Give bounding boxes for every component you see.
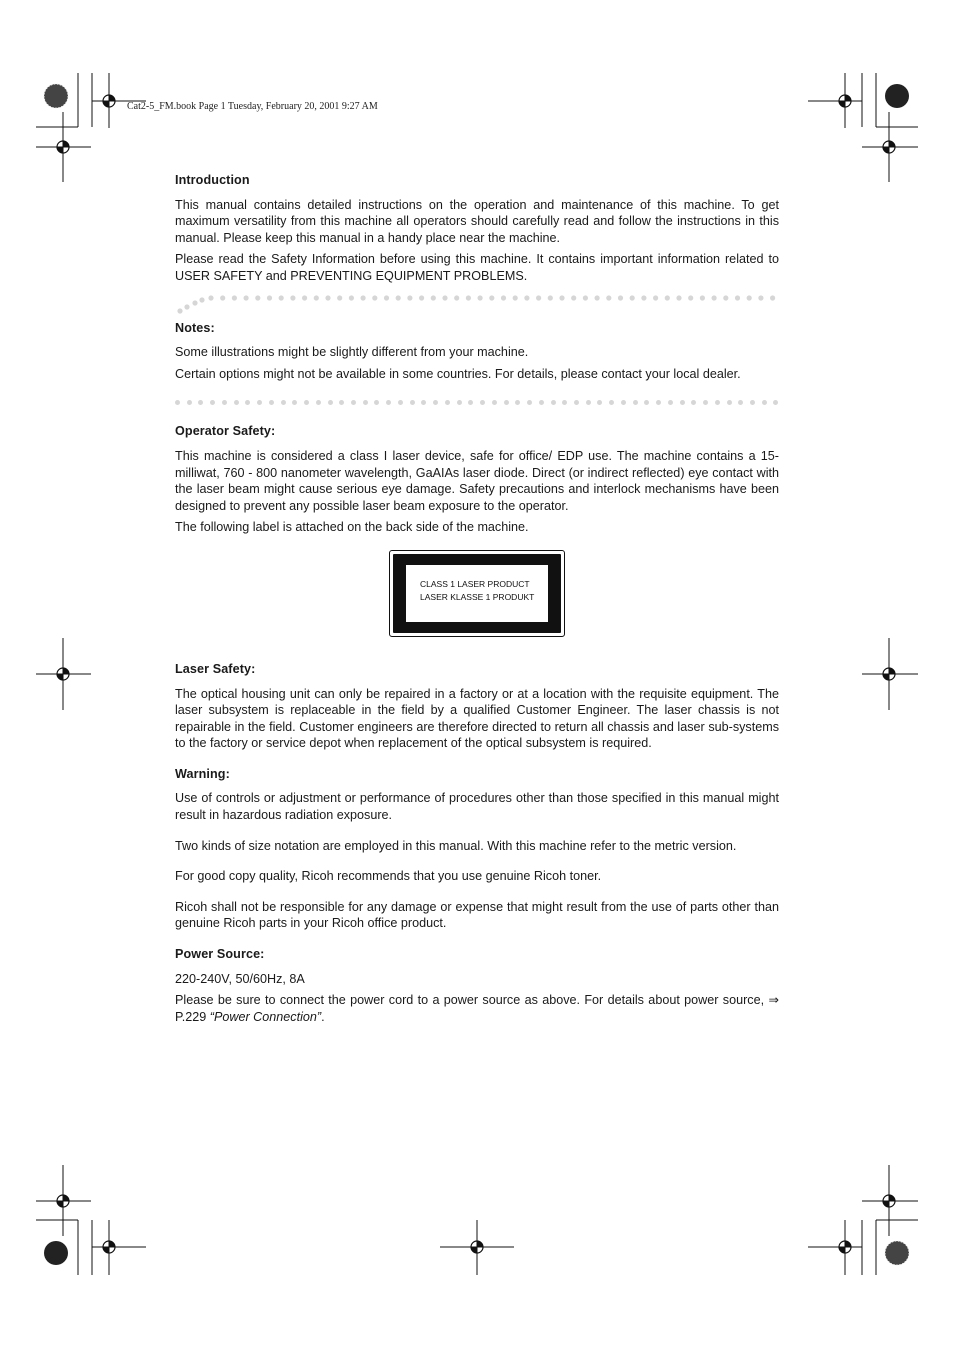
introduction-paragraph-1: This manual contains detailed instructions on the operation and maintenance of this machine. To get maximum versatility from this machine all operators should carefully read and follow the instructions in this manual. Please keep this manual in a handy place near the machine. (175, 197, 779, 245)
dot (431, 295, 436, 300)
introduction-heading: Introduction (175, 173, 250, 187)
dot (208, 295, 213, 300)
notes-paragraph-2: Certain options might not be available in some countries. For details, please contact your local dealer. (175, 366, 741, 381)
dot (466, 295, 471, 300)
dot (644, 400, 649, 405)
dot (386, 400, 391, 405)
dot (187, 400, 192, 405)
dot (337, 295, 342, 300)
dot (292, 400, 297, 405)
dot (442, 295, 447, 300)
laser-safety-heading: Laser Safety: (175, 661, 256, 676)
power-connection-link[interactable]: “Power Connection” (209, 1009, 322, 1024)
dot (199, 297, 204, 302)
dot (680, 400, 685, 405)
dot (384, 295, 389, 300)
dot (433, 400, 438, 405)
introduction-paragraph-2: Please read the Safety Information before using this machine. It contains important information related to USER SAFETY and PREVENTING EQUIPMENT PROBLEMS. (175, 252, 779, 283)
dot (618, 295, 623, 300)
dot (571, 295, 576, 300)
dot (723, 295, 728, 300)
notes-top-dotted-border (175, 290, 779, 326)
size-notation-paragraph: Two kinds of size notation are employed in this manual. With this machine refer to the metric version. (175, 838, 737, 853)
dot (527, 400, 532, 405)
dot (489, 295, 494, 300)
dot (374, 400, 379, 405)
dot (244, 295, 249, 300)
dot (715, 400, 720, 405)
dot (515, 400, 520, 405)
dot (559, 295, 564, 300)
dot (586, 400, 591, 405)
dot (653, 295, 658, 300)
dot (269, 400, 274, 405)
dot (396, 295, 401, 300)
laser-product-label (175, 550, 779, 637)
toner-paragraph: For good copy quality, Ricoh recommends that you use genuine Ricoh toner. (175, 869, 602, 884)
dot (267, 295, 272, 300)
dot (410, 400, 415, 405)
dot (177, 308, 182, 313)
dot (747, 295, 752, 300)
dot (504, 400, 509, 405)
operator-safety-paragraph-1: This machine is considered a class I laser device, safe for office/ EDP use. The machine contains a 15-milliwat, 760 - 800 nanometer wavelength, GaAIAs laser diode. Direct (or indirect reflected) eye contact with the laser beam might cause serious eye damage. Safety precautions and interlock mechanisms have been designed to prevent any possible laser beam exposure to the operator. (175, 448, 779, 513)
dot (281, 400, 286, 405)
dot (257, 400, 262, 405)
power-source-text: Please be sure to connect the power cord to a power source as above. For details about power source, (175, 993, 769, 1008)
dot (735, 295, 740, 300)
dot (192, 300, 197, 305)
dot (245, 400, 250, 405)
dot (597, 400, 602, 405)
power-source-end: . (321, 1009, 325, 1024)
dot (738, 400, 743, 405)
dot (750, 400, 755, 405)
laser-label-line-2: LASER KLASSE 1 PRODUKT (420, 591, 535, 602)
responsibility-paragraph: Ricoh shall not be responsible for any damage or expense that might result from the use of parts other than genuine Ricoh parts in your Ricoh office product. (175, 899, 779, 931)
dot (457, 400, 462, 405)
print-info-header: Cat2-5_FM.book Page 1 Tuesday, February 20, 2001 9:27 AM (127, 101, 378, 112)
dot (595, 295, 600, 300)
dot (302, 295, 307, 300)
dot (419, 295, 424, 300)
power-source-paragraph (175, 992, 779, 1025)
operator-safety-heading: Operator Safety: (175, 424, 276, 439)
dot (665, 295, 670, 300)
dot (621, 400, 626, 405)
dot (536, 295, 541, 300)
dot (454, 295, 459, 300)
laser-label-line-1: CLASS 1 LASER PRODUCT (420, 578, 530, 589)
reference-arrow-icon: ⇒ (768, 993, 779, 1008)
dot (609, 400, 614, 405)
dot (339, 400, 344, 405)
page-content (175, 172, 779, 1030)
power-source-heading: Power Source: (175, 947, 265, 962)
dot (468, 400, 473, 405)
power-source-rating: 220-240V, 50/60Hz, 8A (175, 971, 305, 986)
dot (691, 400, 696, 405)
warning-paragraph-1: Use of controls or adjustment or performance of procedures other than those specified in this manual might result in hazardous radiation exposure. (175, 791, 779, 823)
dot (562, 400, 567, 405)
dot (712, 295, 717, 300)
notes-heading: Notes: (175, 320, 215, 335)
dot (606, 295, 611, 300)
dot (361, 295, 366, 300)
dot (773, 400, 778, 405)
dot (700, 295, 705, 300)
laser-safety-paragraph: The optical housing unit can only be repaired in a factory or at a location with the requisite equipment. The laser subsystem is replaceable in the field by a qualified Customer Engineer. The laser chassis is not repairable in the field. Customer engineers are therefore directed to return all chassis and laser sub-systems to the factory or service depot when replacement of the optical subsystem is required. (175, 686, 779, 751)
dot (304, 400, 309, 405)
dot (349, 295, 354, 300)
dot (279, 295, 284, 300)
dot (372, 295, 377, 300)
dot (290, 295, 295, 300)
dot (539, 400, 544, 405)
dot (656, 400, 661, 405)
dot (220, 295, 225, 300)
dot (688, 295, 693, 300)
dot (641, 295, 646, 300)
dot (480, 400, 485, 405)
dot (633, 400, 638, 405)
dot (316, 400, 321, 405)
dot (478, 295, 483, 300)
dot (513, 295, 518, 300)
dot (770, 295, 775, 300)
dot (630, 295, 635, 300)
page-reference: P.229 (175, 1009, 210, 1024)
dot (421, 400, 426, 405)
dot (758, 295, 763, 300)
dot (184, 304, 189, 309)
dot (198, 400, 203, 405)
notes-paragraph-1: Some illustrations might be slightly different from your machine. (175, 345, 529, 360)
dot (727, 400, 732, 405)
dot (234, 400, 239, 405)
dot (492, 400, 497, 405)
dot (445, 400, 450, 405)
dot (351, 400, 356, 405)
dot (325, 295, 330, 300)
warning-heading: Warning: (175, 766, 230, 781)
dot (363, 400, 368, 405)
dot (583, 295, 588, 300)
dot (314, 295, 319, 300)
dot (548, 295, 553, 300)
dot (551, 400, 556, 405)
dot (175, 400, 180, 405)
dot (762, 400, 767, 405)
dot (255, 295, 260, 300)
dot (210, 400, 215, 405)
operator-safety-paragraph-2: The following label is attached on the back side of the machine. (175, 520, 529, 535)
dot (574, 400, 579, 405)
dot (328, 400, 333, 405)
dot (676, 295, 681, 300)
dot (407, 295, 412, 300)
dot (524, 295, 529, 300)
dot (703, 400, 708, 405)
dot (398, 400, 403, 405)
dot (232, 295, 237, 300)
dot (501, 295, 506, 300)
dot (222, 400, 227, 405)
dot (668, 400, 673, 405)
